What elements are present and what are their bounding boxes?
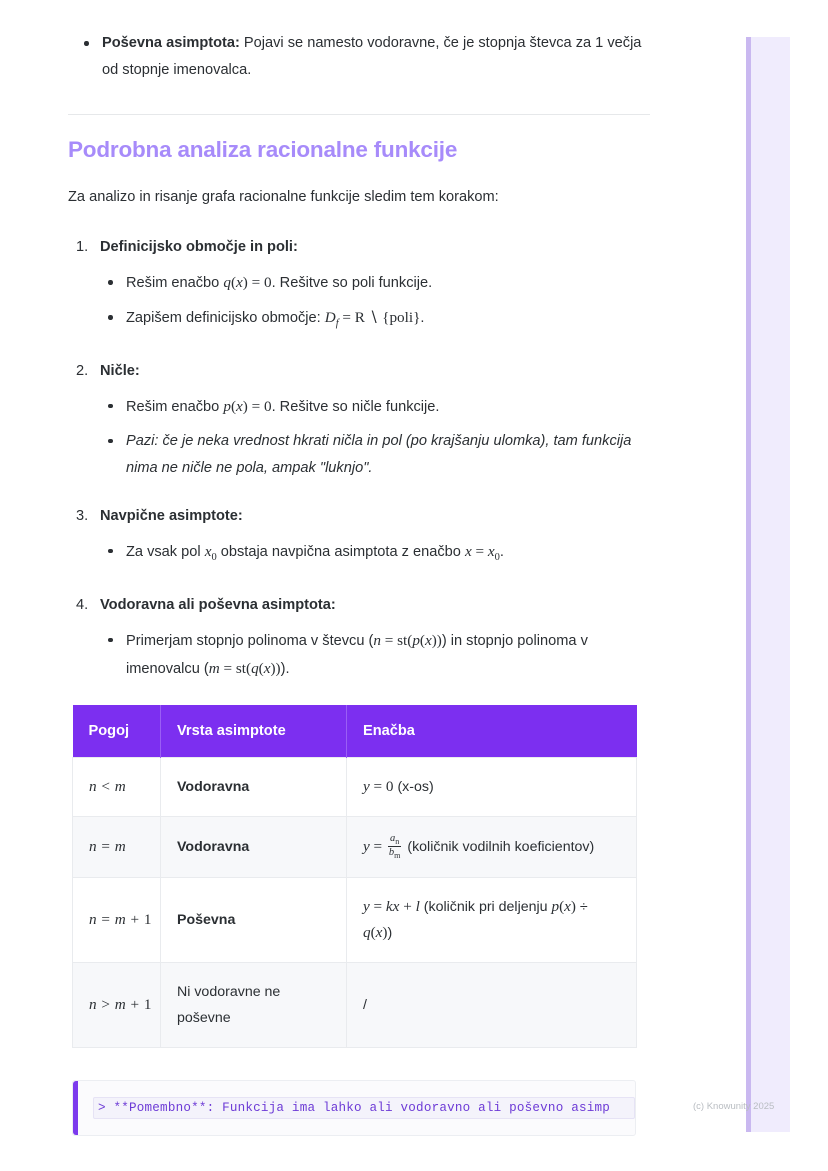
watermark-copyright: (c) Knowunity 2025 — [693, 1101, 775, 1112]
math-q: q — [251, 659, 259, 677]
math-plus: + — [126, 995, 143, 1013]
enacba-note: ÷ — [575, 898, 588, 915]
important-callout-codeblock — [72, 1080, 636, 1136]
math-l: l — [415, 897, 420, 915]
math-plus: + — [399, 897, 416, 915]
step-heading: Ničle: — [100, 362, 140, 379]
list-item — [68, 30, 650, 84]
table-header-row — [73, 705, 637, 758]
math-m: m — [114, 777, 126, 795]
asymptote-table — [72, 705, 637, 1048]
cell-enacba — [347, 816, 637, 877]
table-header-vrsta: Vrsta asimptote — [161, 705, 347, 758]
text-fragment: obstaja navpična asimptota z enačbo — [216, 543, 465, 560]
fraction-numerator: $a_n$ — [388, 833, 401, 847]
step-sublist-3 — [100, 538, 650, 571]
step-heading: Definicijsko območje in poli: — [100, 239, 298, 255]
math-m: m — [114, 995, 126, 1013]
math-x0b: x — [487, 542, 495, 560]
table-header-pogoj: Pogoj — [73, 705, 161, 758]
math-paren: ) = 0 — [242, 274, 272, 291]
math-n: n — [89, 910, 97, 928]
math-equals: = — [471, 542, 488, 560]
list-item — [100, 538, 650, 571]
math-eq: = — [97, 910, 114, 928]
list-item — [100, 627, 650, 683]
math-y: y — [363, 897, 370, 915]
enacba-note: ) — [387, 924, 393, 941]
math-p-of-x: p — [223, 397, 231, 415]
math-m: m — [208, 659, 220, 677]
cell-enacba: / — [347, 962, 637, 1047]
math-equals: = — [369, 837, 386, 855]
cell-vrsta: Ni vodoravne ne poševne — [161, 962, 347, 1047]
math-x: x — [375, 923, 383, 941]
enacba-note: (količnik vodilnih koeficientov) — [403, 838, 595, 855]
list-item — [100, 304, 650, 337]
math-paren: ) = 0 — [242, 397, 272, 415]
table-row — [73, 877, 637, 962]
math-m: m — [114, 910, 126, 928]
step-item-1 — [68, 235, 650, 337]
cell-pogoj — [73, 816, 161, 877]
text-fragment: Primerjam stopnjo polinoma v števcu ( — [126, 632, 374, 649]
table-row — [73, 816, 637, 877]
text-fragment: Rešim enačbo — [126, 275, 224, 291]
math-subscript-0: 0 — [494, 551, 500, 563]
math-x: x — [236, 397, 243, 415]
math-x0: x — [204, 542, 212, 560]
math-x: x — [424, 631, 432, 649]
table-row — [73, 757, 637, 816]
table-body — [73, 757, 637, 1047]
math-n: n — [373, 631, 381, 649]
top-bullet-list — [68, 30, 650, 84]
math-equals: = st( — [219, 659, 252, 677]
scrollbar-track[interactable] — [746, 37, 790, 1132]
math-x: x — [464, 542, 472, 560]
math-x: x — [236, 274, 243, 291]
math-paren: ( — [559, 897, 565, 915]
math-x: x — [564, 897, 571, 915]
math-paren: ( — [370, 923, 376, 941]
math-q: q — [363, 923, 371, 941]
cell-pogoj — [73, 962, 161, 1047]
code-line-text: > **Pomembno**: Funkcija ima lahko ali vodoravno ali poševno asimp — [93, 1097, 635, 1119]
step-sublist-2 — [100, 393, 650, 482]
math-gt: > — [97, 995, 114, 1013]
math-paren: )) — [431, 631, 442, 649]
math-paren: ) — [382, 923, 388, 941]
step-heading: Navpične asimptote: — [100, 507, 243, 524]
bullet-term: Poševna asimptota: — [102, 35, 240, 51]
step-item-4 — [68, 593, 650, 683]
math-one: 1 — [143, 910, 152, 928]
step-sublist-1 — [100, 269, 650, 337]
section-lead-text: Za analizo in risanje grafa racionalne funkcije sledim tem korakom: — [68, 189, 499, 205]
steps-list — [68, 235, 650, 683]
math-p: p — [551, 897, 560, 915]
math-eq: = — [97, 837, 114, 855]
math-lt: < — [97, 777, 114, 795]
math-plus: + — [126, 910, 143, 928]
math-n: n — [89, 777, 97, 795]
cell-vrsta: Vodoravna — [161, 757, 347, 816]
list-item — [100, 269, 650, 297]
text-fragment: Rešim enačbo — [126, 398, 224, 415]
math-equals: = — [369, 897, 386, 915]
math-q-of-x: q — [223, 274, 231, 291]
math-paren: ( — [230, 397, 236, 415]
math-paren: )) — [270, 659, 281, 677]
enacba-note: (x-os) — [393, 778, 434, 795]
list-item: Pazi: če je neka vrednost hkrati ničla in pol (po krajšanju ulomka), tam funkcija nima ne ničle ne pola, ampak "luknjo". — [100, 428, 650, 482]
cell-pogoj — [73, 877, 161, 962]
math-equals: = st( — [380, 631, 413, 649]
text-fragment: Zapišem definicijsko območje: — [126, 310, 325, 326]
step-sublist-4 — [100, 627, 650, 683]
math-kx: kx — [385, 897, 400, 915]
cell-pogoj — [73, 757, 161, 816]
text-fragment: Za vsak pol — [126, 543, 205, 560]
text-fragment: . Rešitve so poli funkcije. — [271, 275, 433, 291]
text-fragment: ). — [280, 660, 290, 677]
cell-vrsta: Poševna — [161, 877, 347, 962]
math-paren: ( — [419, 631, 425, 649]
step-item-2 — [68, 359, 650, 482]
text-fragment: . — [499, 543, 504, 560]
math-n: n — [89, 995, 97, 1013]
table-header — [73, 705, 637, 758]
math-m: m — [114, 837, 126, 855]
math-paren: ) — [570, 897, 576, 915]
math-one: 1 — [143, 995, 152, 1013]
page-title: Podrobna analiza racionalne funkcije — [68, 137, 458, 162]
step-heading: Vodoravna ali poševna asimptota: — [100, 596, 336, 613]
asymptote-table-wrapper — [72, 705, 636, 1048]
math-fraction-an-bm — [388, 833, 401, 861]
cell-enacba — [347, 877, 637, 962]
text-fragment: ) in stopnjo polinoma v imenovalcu ( — [126, 632, 588, 677]
cell-enacba — [347, 757, 637, 816]
fraction-denominator: $b_m$ — [388, 847, 401, 861]
bullet-text: Pojavi se namesto vodoravne, če je stopnja števca za 1 večja od stopnje imenovalca. — [102, 35, 642, 78]
math-subscript-0: 0 — [211, 551, 217, 563]
math-n: n — [89, 837, 97, 855]
math-subscript-f: f — [335, 317, 339, 329]
math-equals-R: = R ∖ {poli} — [338, 309, 421, 326]
math-paren: ( — [258, 659, 264, 677]
math-equals-zero: = 0 — [369, 777, 394, 795]
math-x: x — [263, 659, 271, 677]
math-p: p — [412, 631, 420, 649]
table-row — [73, 962, 637, 1047]
math-y: y — [363, 837, 370, 855]
step-item-3 — [68, 504, 650, 571]
cell-vrsta: Vodoravna — [161, 816, 347, 877]
section-divider — [68, 114, 650, 115]
text-fragment: . Rešitve so ničle funkcije. — [271, 398, 440, 415]
math-domain-D: D — [324, 309, 336, 326]
enacba-note: (količnik pri deljenju — [419, 898, 552, 915]
math-y: y — [363, 777, 370, 795]
scrollbar-thumb[interactable] — [746, 37, 751, 1132]
text-fragment: . — [420, 310, 425, 326]
math-paren: ( — [230, 274, 236, 291]
list-item — [100, 393, 650, 421]
table-header-enacba: Enačba — [347, 705, 637, 758]
